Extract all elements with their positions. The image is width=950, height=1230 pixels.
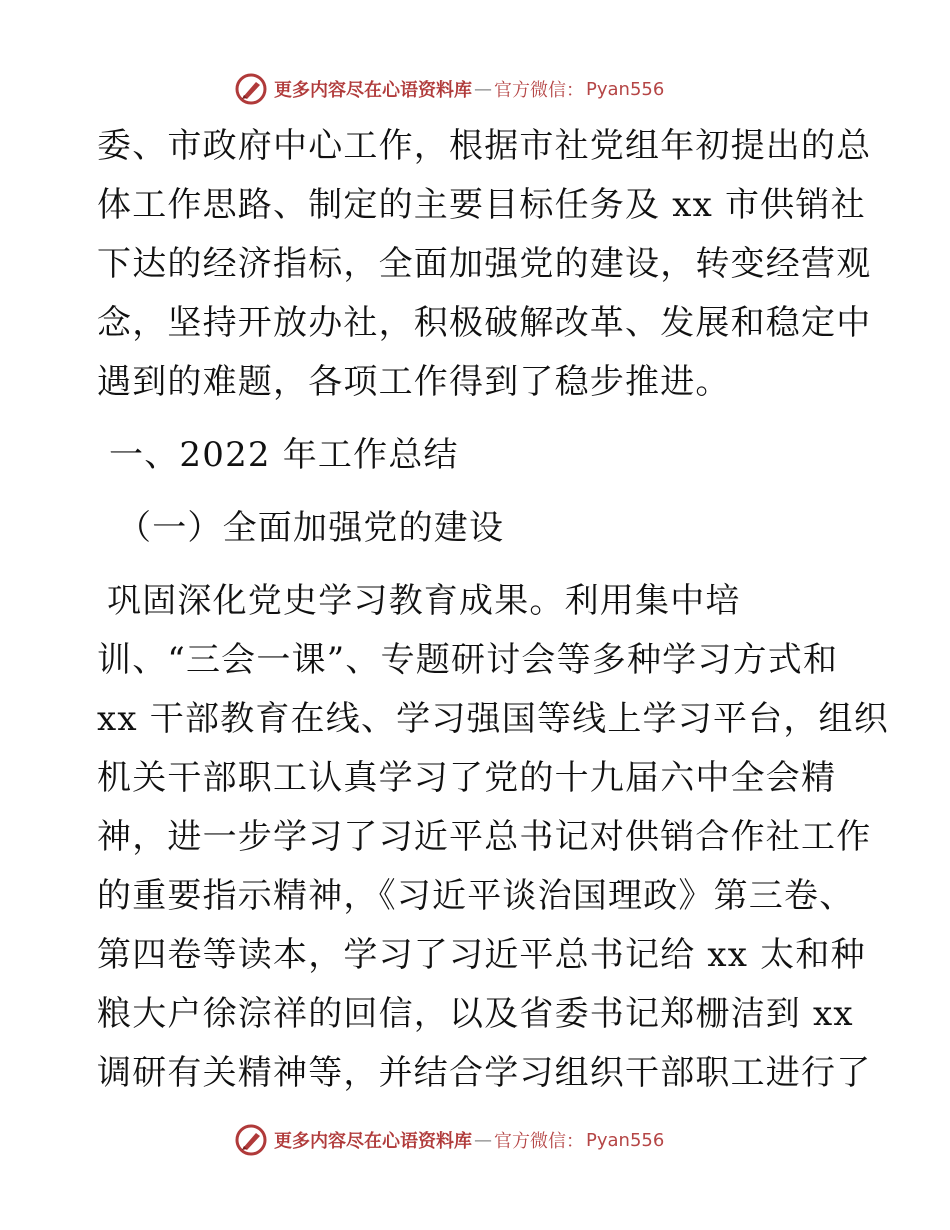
pen-seal-icon [234,72,268,106]
text-line: 体工作思路、制定的主要目标任务及 xx 市供销社 [97,185,866,225]
pen-seal-icon [234,1123,268,1157]
watermark-wechat-label: 官方微信： [494,80,584,101]
text-line: 粮大户徐淙祥的回信，以及省委书记郑栅洁到 xx [97,994,854,1034]
section-heading: 一、2022 年工作总结 [109,435,459,475]
text-line: 巩固深化党史学习教育成果。利用集中培 [107,581,741,621]
paragraph-party-building [97,572,889,1103]
watermark-text: 更多内容尽在心语资料库 [274,1131,472,1152]
text-line: xx 干部教育在线、学习强国等线上学习平台，组织 [97,699,889,739]
text-line: 的重要指示精神，《习近平谈治国理政》第三卷、 [97,876,855,916]
watermark-wechat-id: Pyan556 [586,1129,665,1151]
text-line: 念，坚持开放办社，积极破解改革、发展和稳定中 [97,303,872,343]
header-watermark [234,72,664,106]
text-line: 遇到的难题，各项工作得到了稳步推进。 [97,362,731,402]
text-line: 下达的经济指标，全面加强党的建设，转变经营观 [97,244,872,284]
footer-watermark [234,1123,664,1157]
text-line: 第四卷等读本，学习了习近平总书记给 xx 太和种 [97,935,866,975]
text-line: 神，进一步学习了习近平总书记对供销合作社工作 [97,817,872,857]
watermark-wechat-label: 官方微信： [494,1131,584,1152]
text-line: 机关干部职工认真学习了党的十九届六中全会精 [97,758,837,798]
watermark-text: 更多内容尽在心语资料库 [274,80,472,101]
text-line: 调研有关精神等，并结合学习组织干部职工进行了 [97,1053,872,1093]
text-line: 训、“三会一课”、专题研讨会等多种学习方式和 [97,640,839,680]
watermark-separator: — [474,1129,492,1151]
document-body [97,117,889,1103]
watermark-separator: — [474,78,492,100]
paragraph-intro [97,117,872,412]
text-line: 委、市政府中心工作，根据市社党组年初提出的总 [97,126,872,166]
watermark-wechat-id: Pyan556 [586,78,665,100]
subsection-heading: （一）全面加强党的建设 [117,508,505,548]
